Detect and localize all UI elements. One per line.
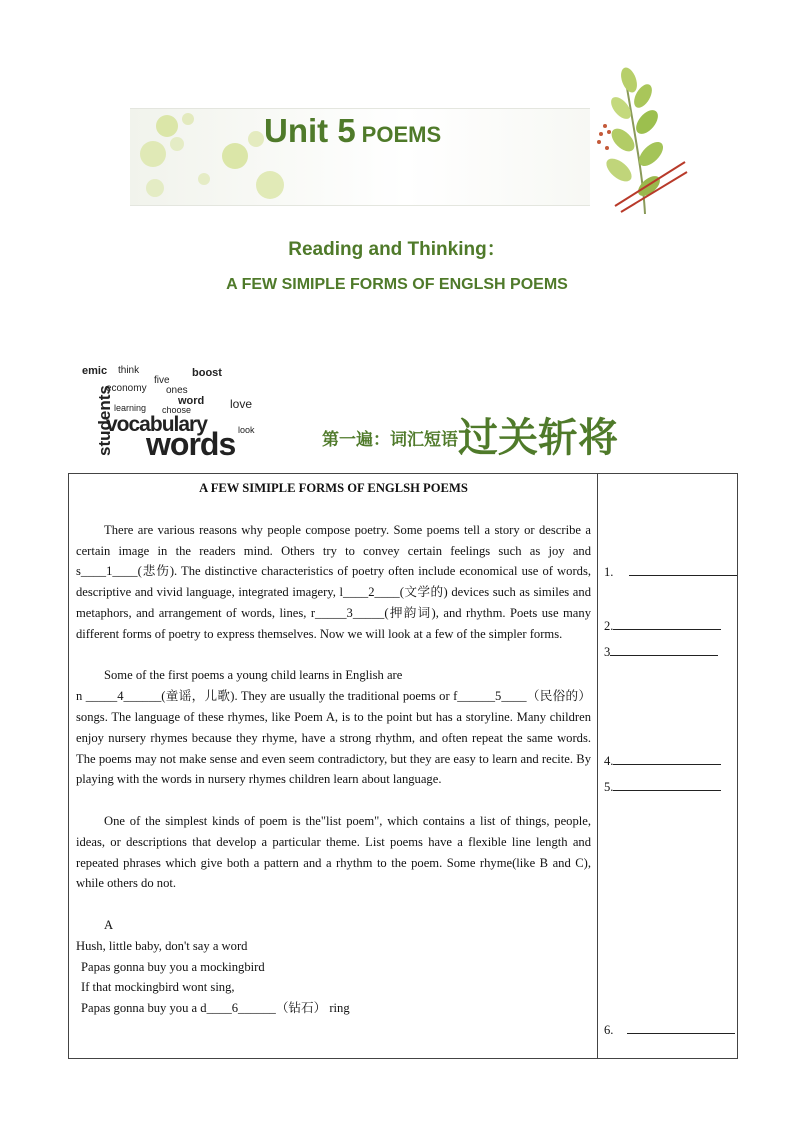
passage-paragraph-3: One of the simplest kinds of poem is the"list poem", which contains a list of things, people, ideas, or descriptions that develop a particular theme. List poems have a flexible line length and repeated phrases which give both a pattern and a rhythm to the poem. Some rhyme(like B and C), while others do not.	[76, 813, 591, 891]
answer-slot-1[interactable]	[604, 562, 737, 580]
answer-slot-4[interactable]	[604, 751, 721, 769]
answer-blank[interactable]	[629, 562, 737, 576]
answer-blank[interactable]	[613, 616, 721, 630]
answer-blank[interactable]	[627, 1020, 735, 1034]
answer-number: 3	[604, 645, 611, 659]
answer-slot-6[interactable]	[604, 1020, 735, 1038]
unit-title	[264, 112, 441, 150]
wordcloud-word: five	[154, 375, 170, 386]
unit-topic: POEMS	[361, 122, 442, 147]
wordcloud-word: think	[118, 365, 140, 376]
answer-number: 2.	[604, 619, 614, 633]
wordcloud-main-word: words	[146, 426, 236, 458]
answer-slot-5[interactable]	[604, 777, 721, 795]
answer-blank[interactable]	[610, 642, 718, 656]
section-title	[322, 406, 618, 463]
wordcloud-side-word: students	[95, 385, 114, 456]
poem-line: Papas gonna buy you a mockingbird	[81, 959, 265, 974]
passage-cell	[76, 478, 591, 1019]
answer-number: 6.	[604, 1023, 614, 1037]
lesson-heading: Reading and Thinking：	[288, 239, 506, 260]
wordcloud-word: look	[238, 425, 255, 435]
section-title-small: 第一遍：词汇短语	[322, 430, 458, 449]
answer-number: 1.	[604, 565, 614, 579]
wordcloud-word: word	[178, 395, 205, 407]
poem-label: A	[104, 917, 114, 932]
answer-slot-2[interactable]	[604, 616, 721, 634]
passage-paragraph-2: n _____4______(童谣，儿歌). They are usually the traditional poems or f______5____（民俗的） songs. The language of these rhymes, like Poem A, is to the point but has a storyline. Many children enjoy nursery rhymes because they rhyme, have a strong rhythm, and often repeat the same words. The poems may not make sense and even seem contradictory, but they are easy to learn and recite. By playing with the words in nursery rhymes children learn about language.	[76, 689, 591, 787]
section-title-big: 过关斩将	[458, 416, 618, 460]
poem-line: Hush, little baby, don't say a word	[76, 938, 248, 953]
unit-number: Unit 5	[264, 112, 356, 149]
lesson-subheading: A FEW SIMIPLE FORMS OF ENGLSH POEMS	[226, 276, 568, 293]
wordcloud-word: ones	[166, 385, 188, 396]
wordcloud-word: boost	[192, 367, 222, 379]
table-column-divider	[597, 473, 598, 1059]
wordcloud-word: emic	[82, 365, 108, 377]
passage-title: A FEW SIMIPLE FORMS OF ENGLSH POEMS	[199, 481, 468, 495]
poem-line: Papas gonna buy you a d____6______（钻石） ring	[81, 1001, 350, 1016]
leaf-branch-icon	[585, 66, 690, 216]
wordcloud-word: love	[230, 397, 253, 411]
answer-number: 4.	[604, 754, 614, 768]
passage-paragraph-1: There are various reasons why people compose poetry. Some poems tell a story or describe a certain image in the readers mind. Others try to convey certain feelings such as joy and s____1____(悲伤). The distinctive characteristics of poetry often include economical use of words, descriptive and vivid language, integrated imagery, l____2____(文学的) devices such as similes and metaphors, and arrangement of words, lines, r_____3_____(押韵词), and rhythm. Poets use many different forms of poetry to express themselves. Now we will look at a few of the simpler forms.	[76, 522, 591, 641]
wordcloud-word: learning	[114, 403, 147, 413]
passage-paragraph-2-intro: Some of the first poems a young child learns in English are	[104, 668, 403, 683]
answer-number: 5.	[604, 780, 614, 794]
wordcloud-word: choose	[162, 405, 192, 415]
wordcloud-secondary-word: vocabulary	[106, 413, 207, 436]
poem-line: If that mockingbird wont sing,	[81, 980, 235, 995]
answer-blank[interactable]	[613, 777, 721, 791]
words-wordcloud-image	[80, 362, 256, 458]
answer-blank[interactable]	[613, 751, 721, 765]
wordcloud-word: economy	[106, 383, 147, 394]
answer-slot-3[interactable]	[604, 642, 718, 660]
